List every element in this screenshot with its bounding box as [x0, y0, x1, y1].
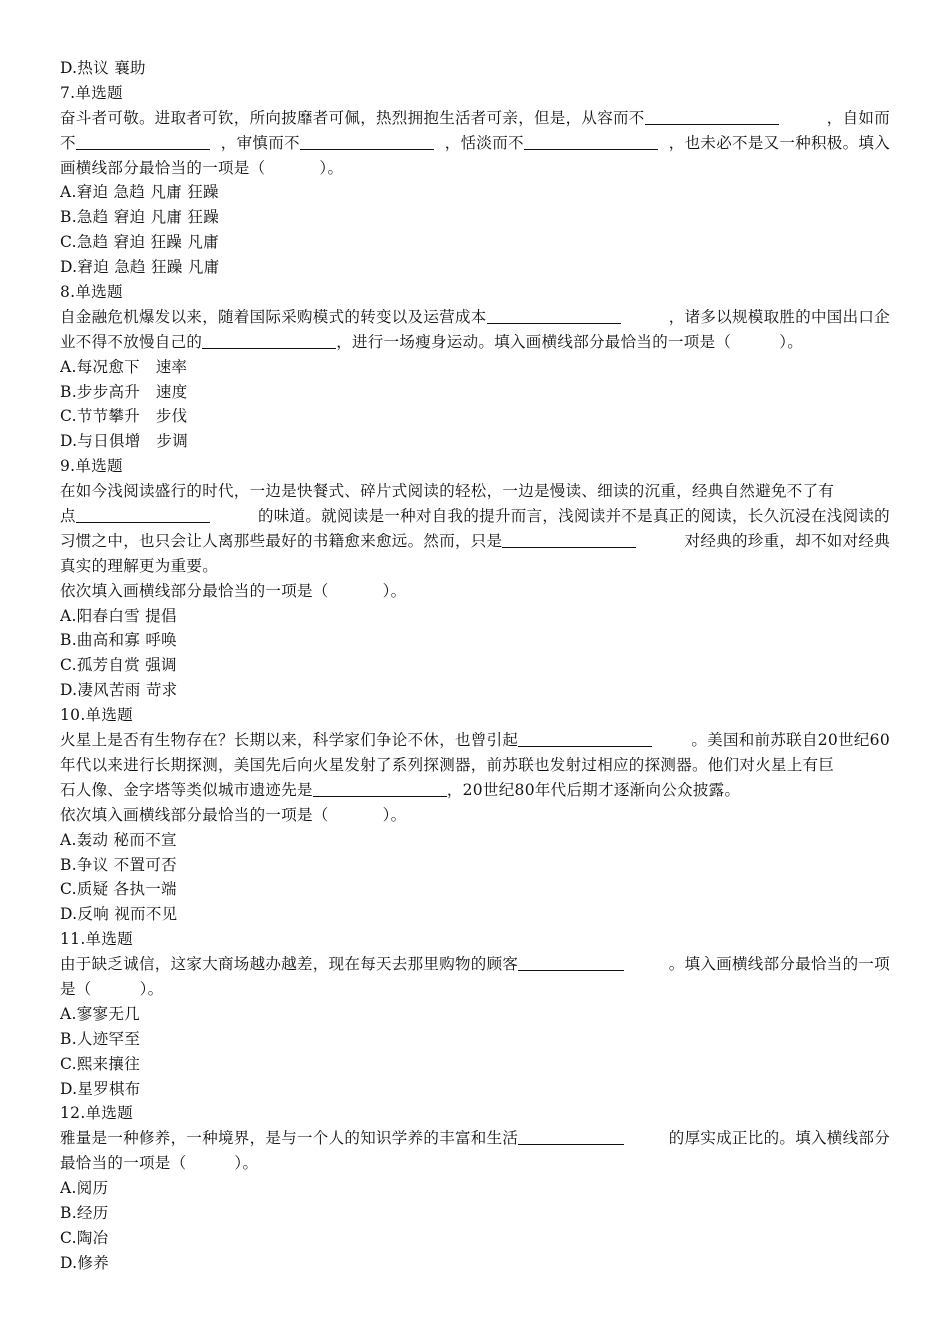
q10-option-a: A.轰动 秘而不宣	[60, 830, 177, 849]
q12-header: 12.单选题	[60, 1104, 133, 1123]
q8-option-a: A.每况愈下 速率	[60, 357, 188, 376]
q6-option-d: D.热议 襄助	[60, 59, 146, 77]
q9-stem-line-5: 依次填入画横线部分最恰当的一项是（ ）。	[60, 581, 407, 600]
answer-paren-space	[265, 160, 319, 175]
q7-stem-line-1: 奋斗者可敬。进取者可钦，所向披靡者可佩，热烈拥抱生活者可亲，但是，从容而不 ，自如而	[60, 108, 890, 127]
q12-option-b: B.经历	[60, 1203, 109, 1222]
q12-option-d: D.修养	[60, 1253, 110, 1272]
q12-option-c: C.陶冶	[60, 1228, 109, 1247]
q10-option-b: B.争议 不置可否	[60, 855, 177, 874]
answer-blank	[645, 109, 779, 125]
q11-option-b: B.人迹罕至	[60, 1029, 141, 1048]
q10-stem-line-4: 依次填入画横线部分最恰当的一项是（ ）。	[60, 805, 407, 824]
q9-option-b: B.曲高和寡 呼唤	[60, 631, 177, 650]
q12-option-a: A.阅历	[60, 1179, 109, 1198]
q7-option-a: A.窘迫 急趋 凡庸 狂躁	[60, 183, 219, 202]
answer-blank	[487, 308, 621, 324]
q10-stem-line-3: 石人像、金字塔等类似城市遗迹先是 ，20世纪80年代后期才逐渐向公众披露。	[60, 780, 741, 799]
answer-paren-space	[329, 807, 383, 822]
q8-option-c: C.节节攀升 步伐	[60, 407, 188, 426]
q9-option-a: A.阳春白雪 提倡	[60, 606, 177, 625]
q7-header: 7.单选题	[60, 83, 123, 102]
q7-option-b: B.急趋 窘迫 凡庸 狂躁	[60, 208, 219, 227]
q7-stem-line-2: 不 ，审慎而不 ，恬淡而不 ，也未必不是又一种积极。填入	[60, 133, 890, 152]
answer-blank	[518, 731, 652, 747]
q9-header: 9.单选题	[60, 457, 123, 476]
answer-blank	[524, 134, 658, 150]
answer-blank	[202, 333, 336, 349]
q9-option-d: D.凄风苦雨 苛求	[60, 681, 178, 700]
q11-option-d: D.星罗棋布	[60, 1079, 141, 1098]
q8-header: 8.单选题	[60, 283, 123, 302]
q8-stem-line-2: 业不得不放慢自己的 ，进行一场瘦身运动。填入画横线部分最恰当的一项是（ ）。	[60, 332, 804, 351]
q10-stem-line-2: 年代以来进行长期探测，美国先后向火星发射了系列探测器，前苏联也发射过相应的探测器。他们对火星上有巨	[60, 755, 835, 774]
q11-header: 11.单选题	[60, 930, 133, 949]
q9-stem-line-3: 习惯之中，也只会让人离那些最好的书籍愈来愈远。然而，只是 对经典的珍重，却不如对经典	[60, 531, 890, 550]
q12-stem-line-1: 雅量是一种修养，一种境界，是与一个人的知识学养的丰富和生活 的厚实成正比的。填入横线部分	[60, 1129, 890, 1148]
q8-option-d: D.与日俱增 步调	[60, 432, 189, 451]
q8-stem-line-1: 自金融危机爆发以来，随着国际采购模式的转变以及运营成本 ，诸多以规模取胜的中国出口企	[60, 307, 890, 326]
q10-option-d: D.反响 视而不见	[60, 905, 178, 924]
q7-option-c: C.急趋 窘迫 狂躁 凡庸	[60, 233, 219, 252]
q12-stem-line-2: 最恰当的一项是（ ）。	[60, 1154, 259, 1173]
q9-stem-line-4: 真实的理解更为重要。	[60, 556, 219, 575]
answer-blank	[518, 1129, 624, 1145]
answer-blank	[313, 781, 447, 797]
q10-stem-line-1: 火星上是否有生物存在？长期以来，科学家们争论不休，也曾引起 。美国和前苏联自20世纪60	[60, 731, 890, 750]
q7-stem-line-3: 画横线部分最恰当的一项是（ ）。	[60, 158, 344, 177]
q9-stem-line-1: 在如今浅阅读盛行的时代，一边是快餐式、碎片式阅读的轻松，一边是慢读、细读的沉重，经典自然避免不了有	[60, 482, 835, 501]
answer-blank	[76, 507, 210, 523]
answer-paren-space	[329, 583, 383, 598]
answer-blank	[502, 532, 636, 548]
q10-header: 10.单选题	[60, 706, 133, 725]
q8-option-b: B.步步高升 速度	[60, 382, 188, 401]
q7-option-d: D.窘迫 急趋 狂躁 凡庸	[60, 258, 220, 277]
q11-option-a: A.寥寥无几	[60, 1004, 140, 1023]
answer-paren-space	[186, 1155, 234, 1170]
q9-option-c: C.孤芳自赏 强调	[60, 656, 177, 675]
q9-stem-line-2: 点 的味道。就阅读是一种对自我的提升而言，浅阅读并不是真正的阅读，长久沉浸在浅阅读的	[60, 507, 890, 526]
q11-stem-line-1: 由于缺乏诚信，这家大商场越办越差，现在每天去那里购物的顾客 。填入画横线部分最恰当的一项	[60, 955, 890, 974]
q11-stem-line-2: 是（ ）。	[60, 979, 164, 998]
q10-option-c: C.质疑 各执一端	[60, 880, 177, 899]
q11-option-c: C.熙来攘往	[60, 1054, 141, 1073]
answer-paren-space	[731, 334, 779, 349]
answer-paren-space	[92, 981, 140, 996]
answer-blank	[300, 134, 434, 150]
answer-blank	[76, 134, 210, 150]
answer-blank	[518, 955, 624, 971]
